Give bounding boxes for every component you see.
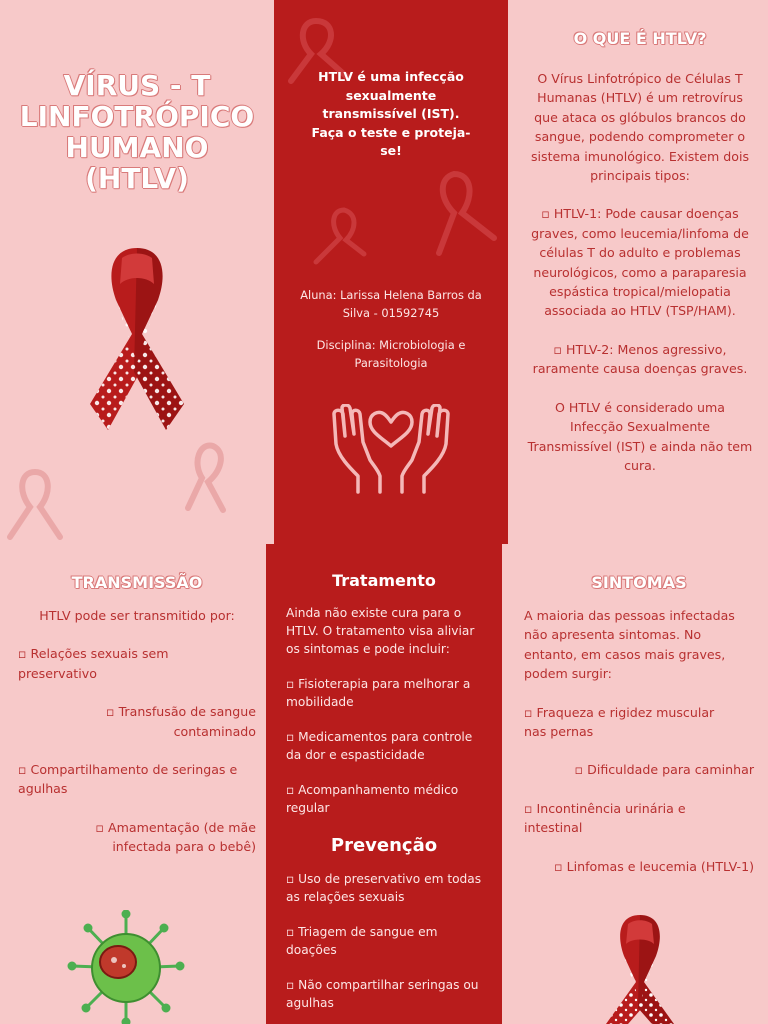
transmission-item: ▫ Transfusão de sangue contaminado xyxy=(18,702,256,741)
hands-heart-icon xyxy=(330,404,452,496)
prevention-title: Prevenção xyxy=(330,835,438,856)
transmission-item: ▫ Amamentação (de mãe infectada para o bebê) xyxy=(18,818,256,857)
symptoms-intro: A maioria das pessoas infectadas não apresenta sintomas. No entanto, em casos mais graves, podem surgir: xyxy=(524,608,735,682)
transmission-section xyxy=(18,572,256,857)
middle-top-panel xyxy=(274,0,508,544)
symptoms-section xyxy=(524,572,754,876)
symptom-item: ▫ Dificuldade para caminhar xyxy=(524,760,754,779)
what-is-htlv2: ▫ HTLV-2: Menos agressivo, raramente causa doenças graves. xyxy=(512,340,768,379)
awareness-ribbon-icon xyxy=(598,912,682,1024)
student-info: Aluna: Larissa Helena Barros da Silva - 01592745 xyxy=(300,288,482,320)
what-is-section xyxy=(512,28,768,475)
transmission-item: ▫ Relações sexuais sem preservativo xyxy=(18,644,256,683)
transmission-item: ▫ Compartilhamento de seringas e agulhas xyxy=(18,760,256,799)
transmission-intro: HTLV pode ser transmitido por: xyxy=(39,608,235,623)
awareness-ribbon-icon xyxy=(82,244,192,434)
treatment-item: ▫ Fisioterapia para melhorar a mobilidade xyxy=(286,675,490,711)
faint-ribbon-icon xyxy=(0,462,70,542)
treatment-title: Tratamento xyxy=(332,571,436,590)
faint-ribbon-icon xyxy=(168,438,238,518)
symptoms-title: SINTOMAS xyxy=(591,573,687,592)
transmission-title: TRANSMISSÃO xyxy=(71,573,203,592)
virus-icon xyxy=(66,910,186,1024)
what-is-outro: O HTLV é considerado uma Infecção Sexualmente Transmissível (IST) e ainda não tem cura. xyxy=(527,399,753,473)
what-is-htlv1: ▫ HTLV-1: Pode causar doenças graves, como leucemia/linfoma de células T do adulto e problemas neurológicos, como a paraparesia espástica tropical/mielopatia associada ao HTLV (TSP/HAM). xyxy=(512,204,768,320)
prevention-item: ▫ Uso de preservativo em todas as relações sexuais xyxy=(286,870,490,906)
symptom-item: ▫ Incontinência urinária e intestinal xyxy=(524,799,754,838)
what-is-title: O QUE É HTLV? xyxy=(573,29,707,48)
faint-ribbon-icon xyxy=(424,168,504,258)
cover-title: VÍRUS - T LINFOTRÓPICO HUMANO (HTLV) xyxy=(19,69,255,195)
prevention-item: ▫ Triagem de sangue em doações xyxy=(286,923,490,959)
discipline-info: Disciplina: Microbiologia e Parasitologia xyxy=(316,338,466,370)
headline: HTLV é uma infecção sexualmente transmissível (IST). Faça o teste e proteja- se! xyxy=(311,69,471,158)
prevention-item: ▫ Não compartilhar seringas ou agulhas xyxy=(286,976,490,1012)
symptom-item: ▫ Linfomas e leucemia (HTLV-1) xyxy=(524,857,754,876)
faint-ribbon-icon xyxy=(304,204,374,274)
what-is-intro: O Vírus Linfotrópico de Células T Humanas (HTLV) é um retrovírus que ataca os glóbulos brancos do sangue, podendo comprometer o sistema imunológico. Existem dois principais tipos: xyxy=(530,71,750,184)
symptom-item: ▫ Fraqueza e rigidez muscular nas pernas xyxy=(524,703,754,742)
middle-bottom-panel xyxy=(266,544,502,1024)
treatment-item: ▫ Medicamentos para controle da dor e espasticidade xyxy=(286,728,490,764)
treatment-item: ▫ Acompanhamento médico regular xyxy=(286,781,490,817)
treatment-intro: Ainda não existe cura para o HTLV. O tratamento visa aliviar os sintomas e pode incluir: xyxy=(286,606,475,656)
